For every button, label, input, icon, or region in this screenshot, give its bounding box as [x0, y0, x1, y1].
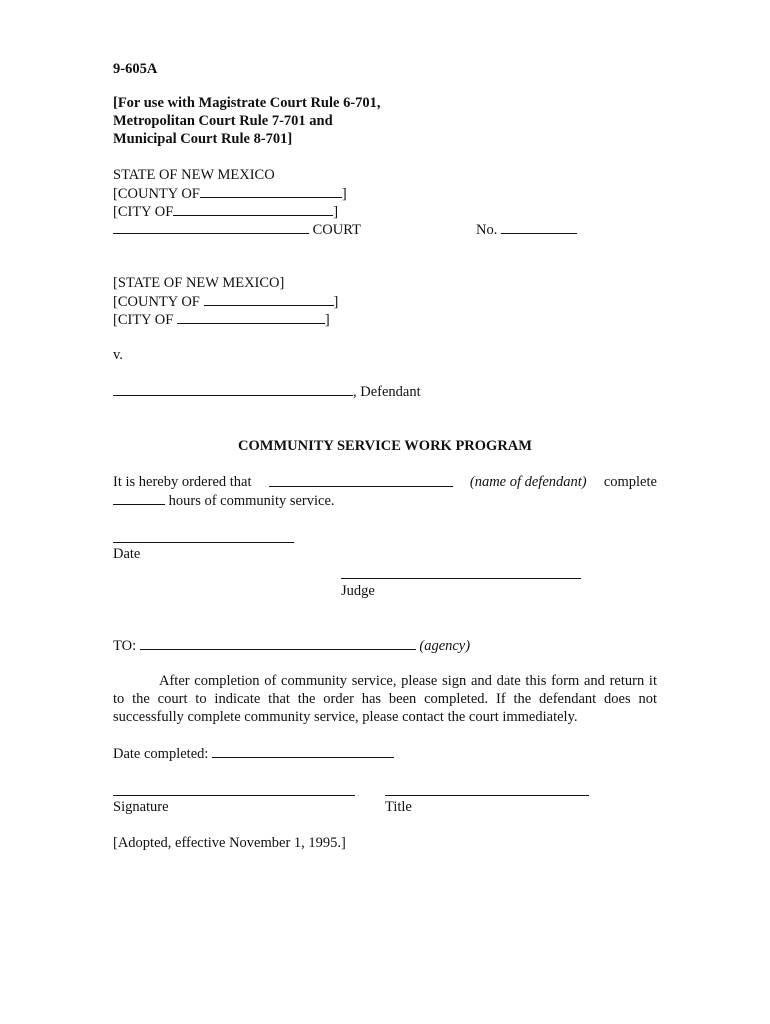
usage-line-1: [For use with Magistrate Court Rule 6-701, — [113, 95, 381, 111]
plaintiff-city — [113, 310, 330, 329]
to-label: TO: — [113, 638, 137, 654]
date-completed-label: Date completed: — [113, 746, 209, 762]
date-signature-line[interactable] — [113, 542, 294, 543]
date-completed-blank[interactable] — [212, 744, 394, 758]
court-county-label: [COUNTY OF — [113, 186, 200, 202]
plaintiff-state: [STATE OF NEW MEXICO] — [113, 275, 285, 291]
title-line[interactable] — [385, 795, 589, 796]
plaintiff-county-bracket: ] — [333, 294, 339, 310]
order-hours-text: hours of community service. — [168, 493, 335, 509]
court-state: STATE OF NEW MEXICO — [113, 167, 275, 183]
judge-signature-line[interactable] — [341, 578, 581, 579]
court-county — [113, 184, 347, 203]
order-line-2 — [113, 491, 335, 510]
court-county-blank[interactable] — [200, 184, 342, 198]
court-name-blank[interactable] — [113, 220, 309, 234]
date-label: Date — [113, 546, 141, 562]
order-text-end: complete — [603, 474, 657, 490]
defendant-label: , Defendant — [353, 384, 421, 400]
form-number: 9-605A — [113, 61, 158, 77]
usage-line-3: Municipal Court Rule 8-701] — [113, 131, 293, 147]
signature-line[interactable] — [113, 795, 355, 796]
defendant-blank[interactable] — [113, 382, 353, 396]
plaintiff-county-label: [COUNTY OF — [113, 294, 200, 310]
date-completed-line — [113, 744, 394, 763]
hours-blank[interactable] — [113, 491, 165, 505]
instructions-paragraph — [113, 672, 657, 726]
agency-hint: (agency) — [419, 638, 471, 654]
court-label: COURT — [312, 222, 361, 238]
order-defendant-hint: (name of defendant) — [469, 474, 587, 490]
court-city-label: [CITY OF — [113, 204, 174, 220]
court-city — [113, 202, 338, 221]
form-title: COMMUNITY SERVICE WORK PROGRAM — [238, 438, 532, 454]
instructions-text: After completion of community service, please sign and date this form and return it to the court to indicate that the order has been completed. If the defendant does not successfully complete community service, please contact the court immediately. — [113, 673, 657, 725]
plaintiff-city-bracket: ] — [324, 312, 330, 328]
plaintiff-county — [113, 292, 338, 311]
order-line-1 — [113, 473, 657, 491]
order-defendant-blank[interactable] — [269, 473, 453, 487]
title-label: Title — [385, 799, 412, 815]
adopted-note: [Adopted, effective November 1, 1995.] — [113, 835, 346, 851]
case-number-label: No. — [476, 222, 498, 238]
defendant-line — [113, 382, 421, 401]
plaintiff-city-blank[interactable] — [177, 310, 325, 324]
order-text-start: It is hereby ordered that — [113, 474, 252, 490]
to-line — [113, 636, 470, 655]
usage-line-2: Metropolitan Court Rule 7-701 and — [113, 113, 333, 129]
agency-blank[interactable] — [140, 636, 416, 650]
court-name — [113, 220, 361, 239]
judge-label: Judge — [341, 583, 375, 599]
court-city-blank[interactable] — [173, 202, 333, 216]
case-number — [476, 220, 577, 239]
plaintiff-county-blank[interactable] — [204, 292, 334, 306]
court-city-bracket: ] — [333, 204, 339, 220]
case-number-blank[interactable] — [501, 220, 577, 234]
court-county-bracket: ] — [341, 186, 347, 202]
plaintiff-city-label: [CITY OF — [113, 312, 174, 328]
versus: v. — [113, 347, 123, 363]
signature-label: Signature — [113, 799, 169, 815]
